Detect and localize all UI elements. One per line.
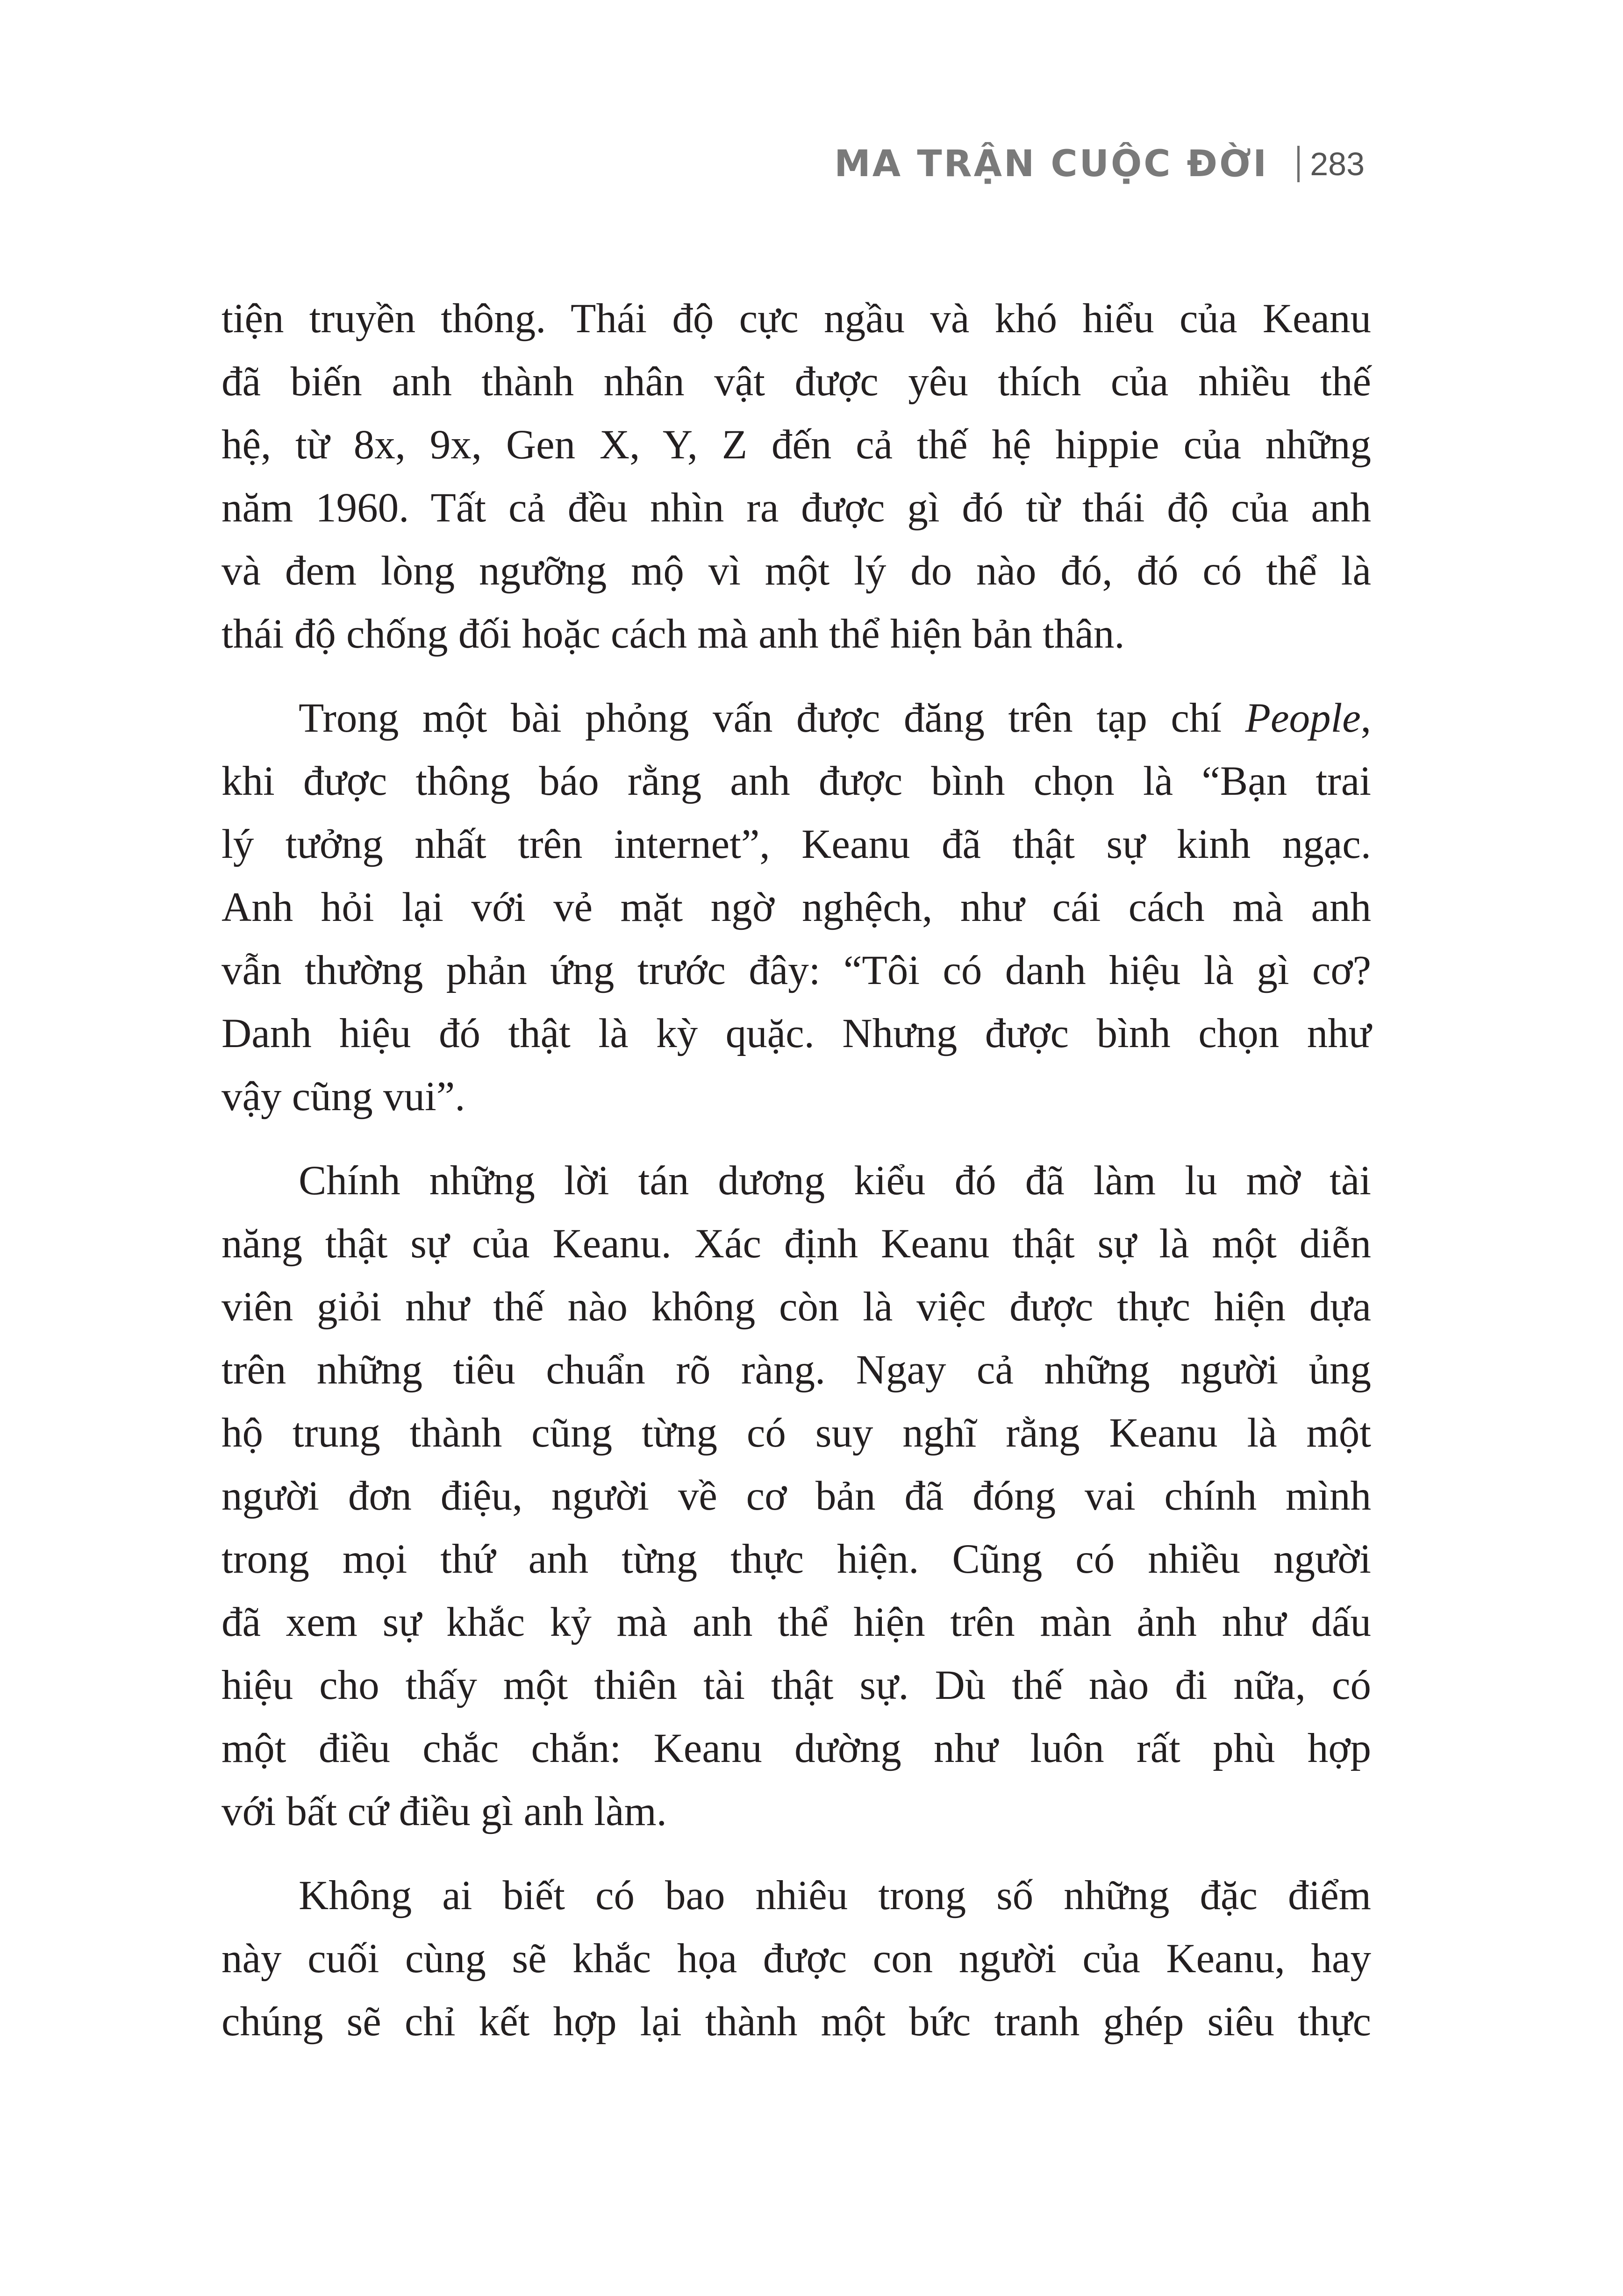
text-line: lý tưởng nhất trên internet”, Keanu đã thật sự kinh ngạc. [222, 821, 1371, 867]
text-line: Danh hiệu đó thật là kỳ quặc. Nhưng được bình chọn như [222, 1011, 1371, 1056]
text-line: một điều chắc chắn: Keanu dường như luôn rất phù hợp [222, 1726, 1371, 1771]
text-line: đã xem sự khắc kỷ mà anh thể hiện trên màn ảnh như dấu [222, 1599, 1371, 1645]
paragraph-3 [222, 1149, 1371, 1843]
running-title: MA TRẬN CUỘC ĐỜI [834, 143, 1269, 185]
text-segment: Trong một bài phỏng vấn được đăng trên tạp chí [299, 695, 1245, 741]
text-line: này cuối cùng sẽ khắc họa được con người của Keanu, hay [222, 1936, 1371, 1982]
text-line: hộ trung thành cũng từng có suy nghĩ rằng Keanu là một [222, 1410, 1371, 1456]
text-line: với bất cứ điều gì anh làm. [222, 1789, 667, 1834]
magazine-title: People [1245, 695, 1361, 741]
text-line: hệ, từ 8x, 9x, Gen X, Y, Z đến cả thế hệ hippie của những [222, 422, 1371, 468]
paragraph-2 [222, 687, 1371, 1128]
body-text [222, 287, 1371, 2075]
text-line: vậy cũng vui”. [222, 1074, 465, 1119]
text-line: Anh hỏi lại với vẻ mặt ngờ nghệch, như cái cách mà anh [222, 884, 1371, 930]
text-line: chúng sẽ chỉ kết hợp lại thành một bức tranh ghép siêu thực [222, 1999, 1371, 2045]
text-line: năm 1960. Tất cả đều nhìn ra được gì đó từ thái độ của anh [222, 485, 1371, 531]
text-line: khi được thông báo rằng anh được bình chọn là “Bạn trai [222, 758, 1371, 804]
text-line: trên những tiêu chuẩn rõ ràng. Ngay cả những người ủng [222, 1347, 1371, 1393]
page-number: 283 [1310, 146, 1365, 182]
text-line: tiện truyền thông. Thái độ cực ngầu và khó hiểu của Keanu [222, 296, 1371, 342]
text-line: người đơn điệu, người về cơ bản đã đóng vai chính mình [222, 1473, 1371, 1519]
header-divider [1297, 146, 1300, 182]
text-segment: , [1360, 695, 1371, 741]
text-line: viên giỏi như thế nào không còn là việc được thực hiện dựa [222, 1284, 1371, 1330]
text-line: thái độ chống đối hoặc cách mà anh thể hiện bản thân. [222, 611, 1125, 657]
text-line: và đem lòng ngưỡng mộ vì một lý do nào đó, đó có thể là [222, 548, 1371, 594]
text-line: hiệu cho thấy một thiên tài thật sự. Dù thế nào đi nữa, có [222, 1662, 1371, 1708]
text-line: trong mọi thứ anh từng thực hiện. Cũng có nhiều người [222, 1536, 1371, 1582]
text-line [222, 687, 1371, 750]
text-line: vẫn thường phản ứng trước đây: “Tôi có danh hiệu là gì cơ? [222, 948, 1371, 993]
paragraph-1 [222, 287, 1371, 666]
text-line: Chính những lời tán dương kiểu đó đã làm lu mờ tài [299, 1158, 1371, 1204]
text-line: đã biến anh thành nhân vật được yêu thích của nhiều thế [222, 359, 1371, 405]
text-line: Không ai biết có bao nhiêu trong số những đặc điểm [299, 1873, 1371, 1918]
text-line: năng thật sự của Keanu. Xác định Keanu thật sự là một diễn [222, 1221, 1371, 1267]
paragraph-4 [222, 1864, 1371, 2054]
running-header [0, 134, 1365, 194]
